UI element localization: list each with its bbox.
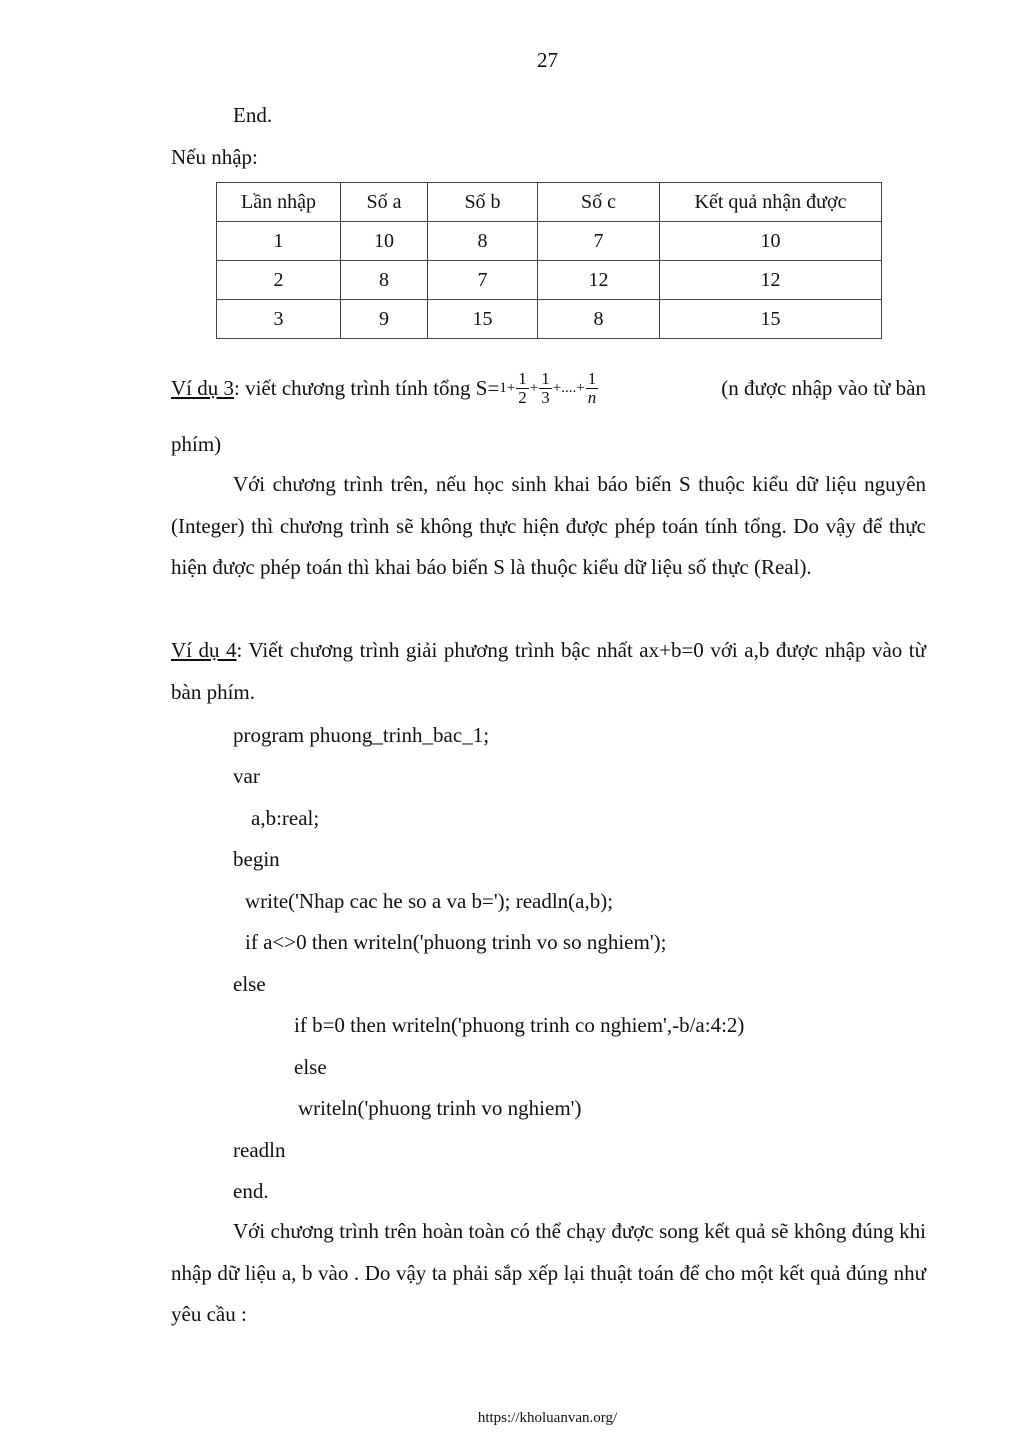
code-line: if a<>0 then writeln('phuong trinh vo so nghiem'); xyxy=(245,930,667,954)
table-cell: 8 xyxy=(538,300,660,339)
table-cell: 7 xyxy=(538,222,660,261)
table-cell: 15 xyxy=(428,300,538,339)
table-cell: 8 xyxy=(428,222,538,261)
table-cell: 3 xyxy=(217,300,341,339)
code-line: writeln('phuong trinh vo nghiem') xyxy=(298,1096,582,1120)
example-3-continuation: phím) xyxy=(171,432,222,456)
code-line: if b=0 then writeln('phuong trinh co nghiem',-b/a:4:2) xyxy=(294,1013,745,1037)
table-cell: 12 xyxy=(538,261,660,300)
table-cell: 9 xyxy=(341,300,428,339)
header-cell: Số c xyxy=(538,183,660,222)
table-cell: 1 xyxy=(217,222,341,261)
example-3-text-after: (n được nhập vào từ bàn xyxy=(721,376,926,400)
table-row xyxy=(217,222,882,261)
paragraph-1: Với chương trình trên, nếu học sinh khai báo biến S thuộc kiểu dữ liệu nguyên (Integer) thì chương trình sẽ không thực hiện được phép toán tính tổng. Do vậy để thực hiện được phép toán thì khai báo biến S là thuộc kiểu dữ liệu số thực (Real). xyxy=(171,472,926,579)
input-intro: Nếu nhập: xyxy=(171,145,258,169)
code-line: write('Nhap cac he so a va b='); readln(a,b); xyxy=(245,889,614,913)
code-line: else xyxy=(294,1055,327,1079)
fraction-third: $\frac{1}{3}$ xyxy=(541,368,550,407)
formula-plus: + xyxy=(506,380,516,396)
table-cell: 12 xyxy=(660,261,882,300)
paragraph-2: Với chương trình trên hoàn toàn có thể chạy được song kết quả sẽ không đúng khi nhập dữ liệu a, b vào . Do vậy ta phải sắp xếp lại thuật toán để cho một kết quả đúng như yêu cầu : xyxy=(171,1219,926,1326)
example-4-paragraph xyxy=(171,630,926,713)
formula-plus: + xyxy=(576,380,585,396)
header-cell: Kết quả nhận được xyxy=(660,183,882,222)
header-cell: Số b xyxy=(428,183,538,222)
code-line: end. xyxy=(233,1179,269,1203)
table-row xyxy=(217,300,882,339)
formula-plus: + xyxy=(552,380,562,396)
code-line: else xyxy=(233,972,266,996)
example-3-line xyxy=(171,362,926,414)
formula-one: 1 xyxy=(499,380,507,396)
footer-url: https://kholuanvan.org/ xyxy=(477,1410,618,1426)
code-line: readln xyxy=(233,1138,286,1162)
code-line: var xyxy=(233,764,260,788)
code-line: program phuong_trinh_bac_1; xyxy=(233,723,490,747)
formula-plus: + xyxy=(529,380,539,396)
table-cell: 10 xyxy=(660,222,882,261)
table-cell: 7 xyxy=(428,261,538,300)
example-3-label: Ví dụ 3 xyxy=(171,376,234,400)
code-line: a,b:real; xyxy=(251,806,320,830)
table-cell: 8 xyxy=(341,261,428,300)
formula-dots: .... xyxy=(561,380,577,396)
example-4-label: Ví dụ 4 xyxy=(171,638,237,662)
example-4-text: : Viết chương trình giải phương trình bậc nhất ax+b=0 với a,b được nhập vào từ bàn phím. xyxy=(171,638,927,704)
table-header-row xyxy=(217,183,882,222)
fraction-half: $\frac{1}{2}$ xyxy=(518,368,527,407)
header-cell: Lần nhập xyxy=(217,183,341,222)
page-number: 27 xyxy=(537,48,558,72)
table-cell: 2 xyxy=(217,261,341,300)
example-3-text: : viết chương trình tính tổng S= xyxy=(234,376,500,400)
end-line: End. xyxy=(233,103,273,127)
table-cell: 15 xyxy=(660,300,882,339)
table-row xyxy=(217,261,882,300)
table-cell: 10 xyxy=(341,222,428,261)
results-table xyxy=(216,182,882,339)
fraction-nth: $\frac{1}{n}$ xyxy=(587,368,597,407)
code-line: begin xyxy=(233,847,280,871)
header-cell: Số a xyxy=(341,183,428,222)
